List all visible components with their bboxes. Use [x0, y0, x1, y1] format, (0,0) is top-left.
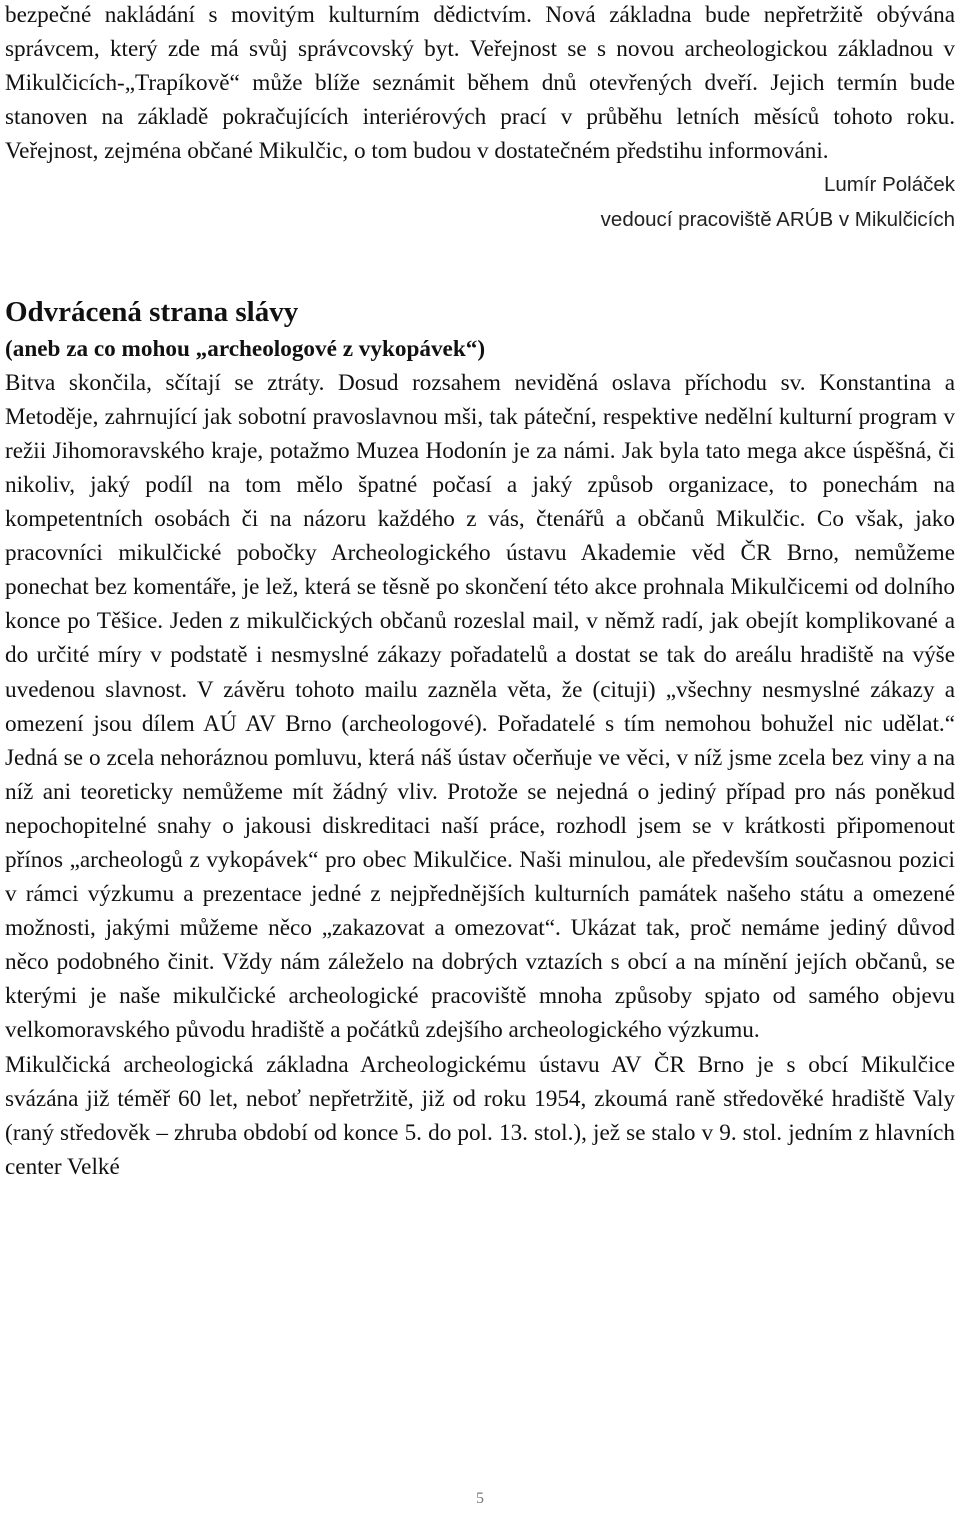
article-paragraph: Mikulčická archeologická základna Archeologickému ústavu AV ČR Brno je s obcí Mikulčice svázána již téměř 60 let, neboť nepřetržitě, již od roku 1954, zkoumá raně středověké hradiště Valy (raný středověk – zhruba období od konce 5. do pol. 13. stol.), jež se stalo v 9. stol. jedním z hlavních center Velké [5, 1051, 955, 1180]
document-page [5, 0, 955, 1184]
article-paragraph: Bitva skončila, sčítají se ztráty. Dosud rozsahem neviděná oslava příchodu sv. Konstantina a Metoděje, zahrnující jak sobotní pravoslavnou mši, tak páteční, respektive nedělní kulturní program v režii Jihomoravského kraje, potažmo Muzea Hodonín je za námi. Jak byla tato mega akce úspěšná, či nikoliv, jaký podíl na tom mělo špatné počasí a jaký způsob organizace, to ponechám na kompetentních osobách či na názoru každého z vás, čtenářů a občanů Mikulčic. Co však, jako pracovníci mikulčické pobočky Archeologického ústavu Akademie věd ČR Brno, nemůžeme ponechat bez komentáře, je lež, která se těsně po skončení této akce prohnala Mikulčicemi od dolního konce po Těšice. Jeden z mikulčických občanů rozeslal mail, v němž radí, jak obejít komplikované a do určité míry v podstatě i nesmyslné zákazy pořadatelů a dostat se tak do areálu hradiště na výše uvedenou slavnost. V závěru tohoto mailu zazněla věta, že (cituji) „všechny nesmyslné zákazy a omezení jsou dílem AÚ AV Brno (archeologové). Pořadatelé s tím nemohou bohužel nic udělat.“ Jedná se o zcela nehoráznou pomluvu, která náš ústav očerňuje ve věci, v níž jsme zcela bez viny a na níž ani teoreticky nemůžeme mít žádný vliv. Protože se nejedná o jediný případ pro nás poněkud nepochopitelné snahy o jakousi diskreditaci naší práce, rozhodl jsem se v krátkosti připomenout přínos „archeologů z vykopávek“ pro obec Mikulčice. Naši minulou, ale především současnou pozici v rámci výzkumu a prezentace jedné z nejpřednějších kulturních památek našeho státu a omezené možnosti, jakými můžeme něco „zakazovat a omezovat“. Ukázat tak, proč nemáme jediný důvod něco podobného činit. Vždy nám záleželo na dobrých vztazích s obcí a na mínění jejích občanů, se kterými je naše mikulčické archeologické pracoviště mnoha způsoby spjato od samého objevu velkomoravského původu hradiště a počátků zdejšího archeologického výzkumu. [5, 369, 955, 1044]
article-subtitle: (aneb za co mohou „archeologové z vykopávek“) [5, 335, 486, 362]
article-title: Odvrácená strana slávy [5, 295, 299, 328]
author-role: vedoucí pracoviště ARÚB v Mikulčicích [600, 207, 955, 231]
article-paragraph: bezpečné nakládání s movitým kulturním dědictvím. Nová základna bude nepřetržitě obývána správcem, který zde má svůj správcovský byt. Veřejnost se s novou archeologickou základnou v Mikulčicích-„Trapíkově“ může blíže seznámit během dnů otevřených dveří. Jejich termín bude stanoven na základě pokračujících interiérových prací v průběhu letních měsíců tohoto roku. Veřejnost, zejména občané Mikulčic, o tom budou v dostatečném předstihu informováni. [5, 2, 955, 165]
page-number: 5 [476, 1490, 484, 1507]
author-name: Lumír Poláček [823, 173, 955, 197]
